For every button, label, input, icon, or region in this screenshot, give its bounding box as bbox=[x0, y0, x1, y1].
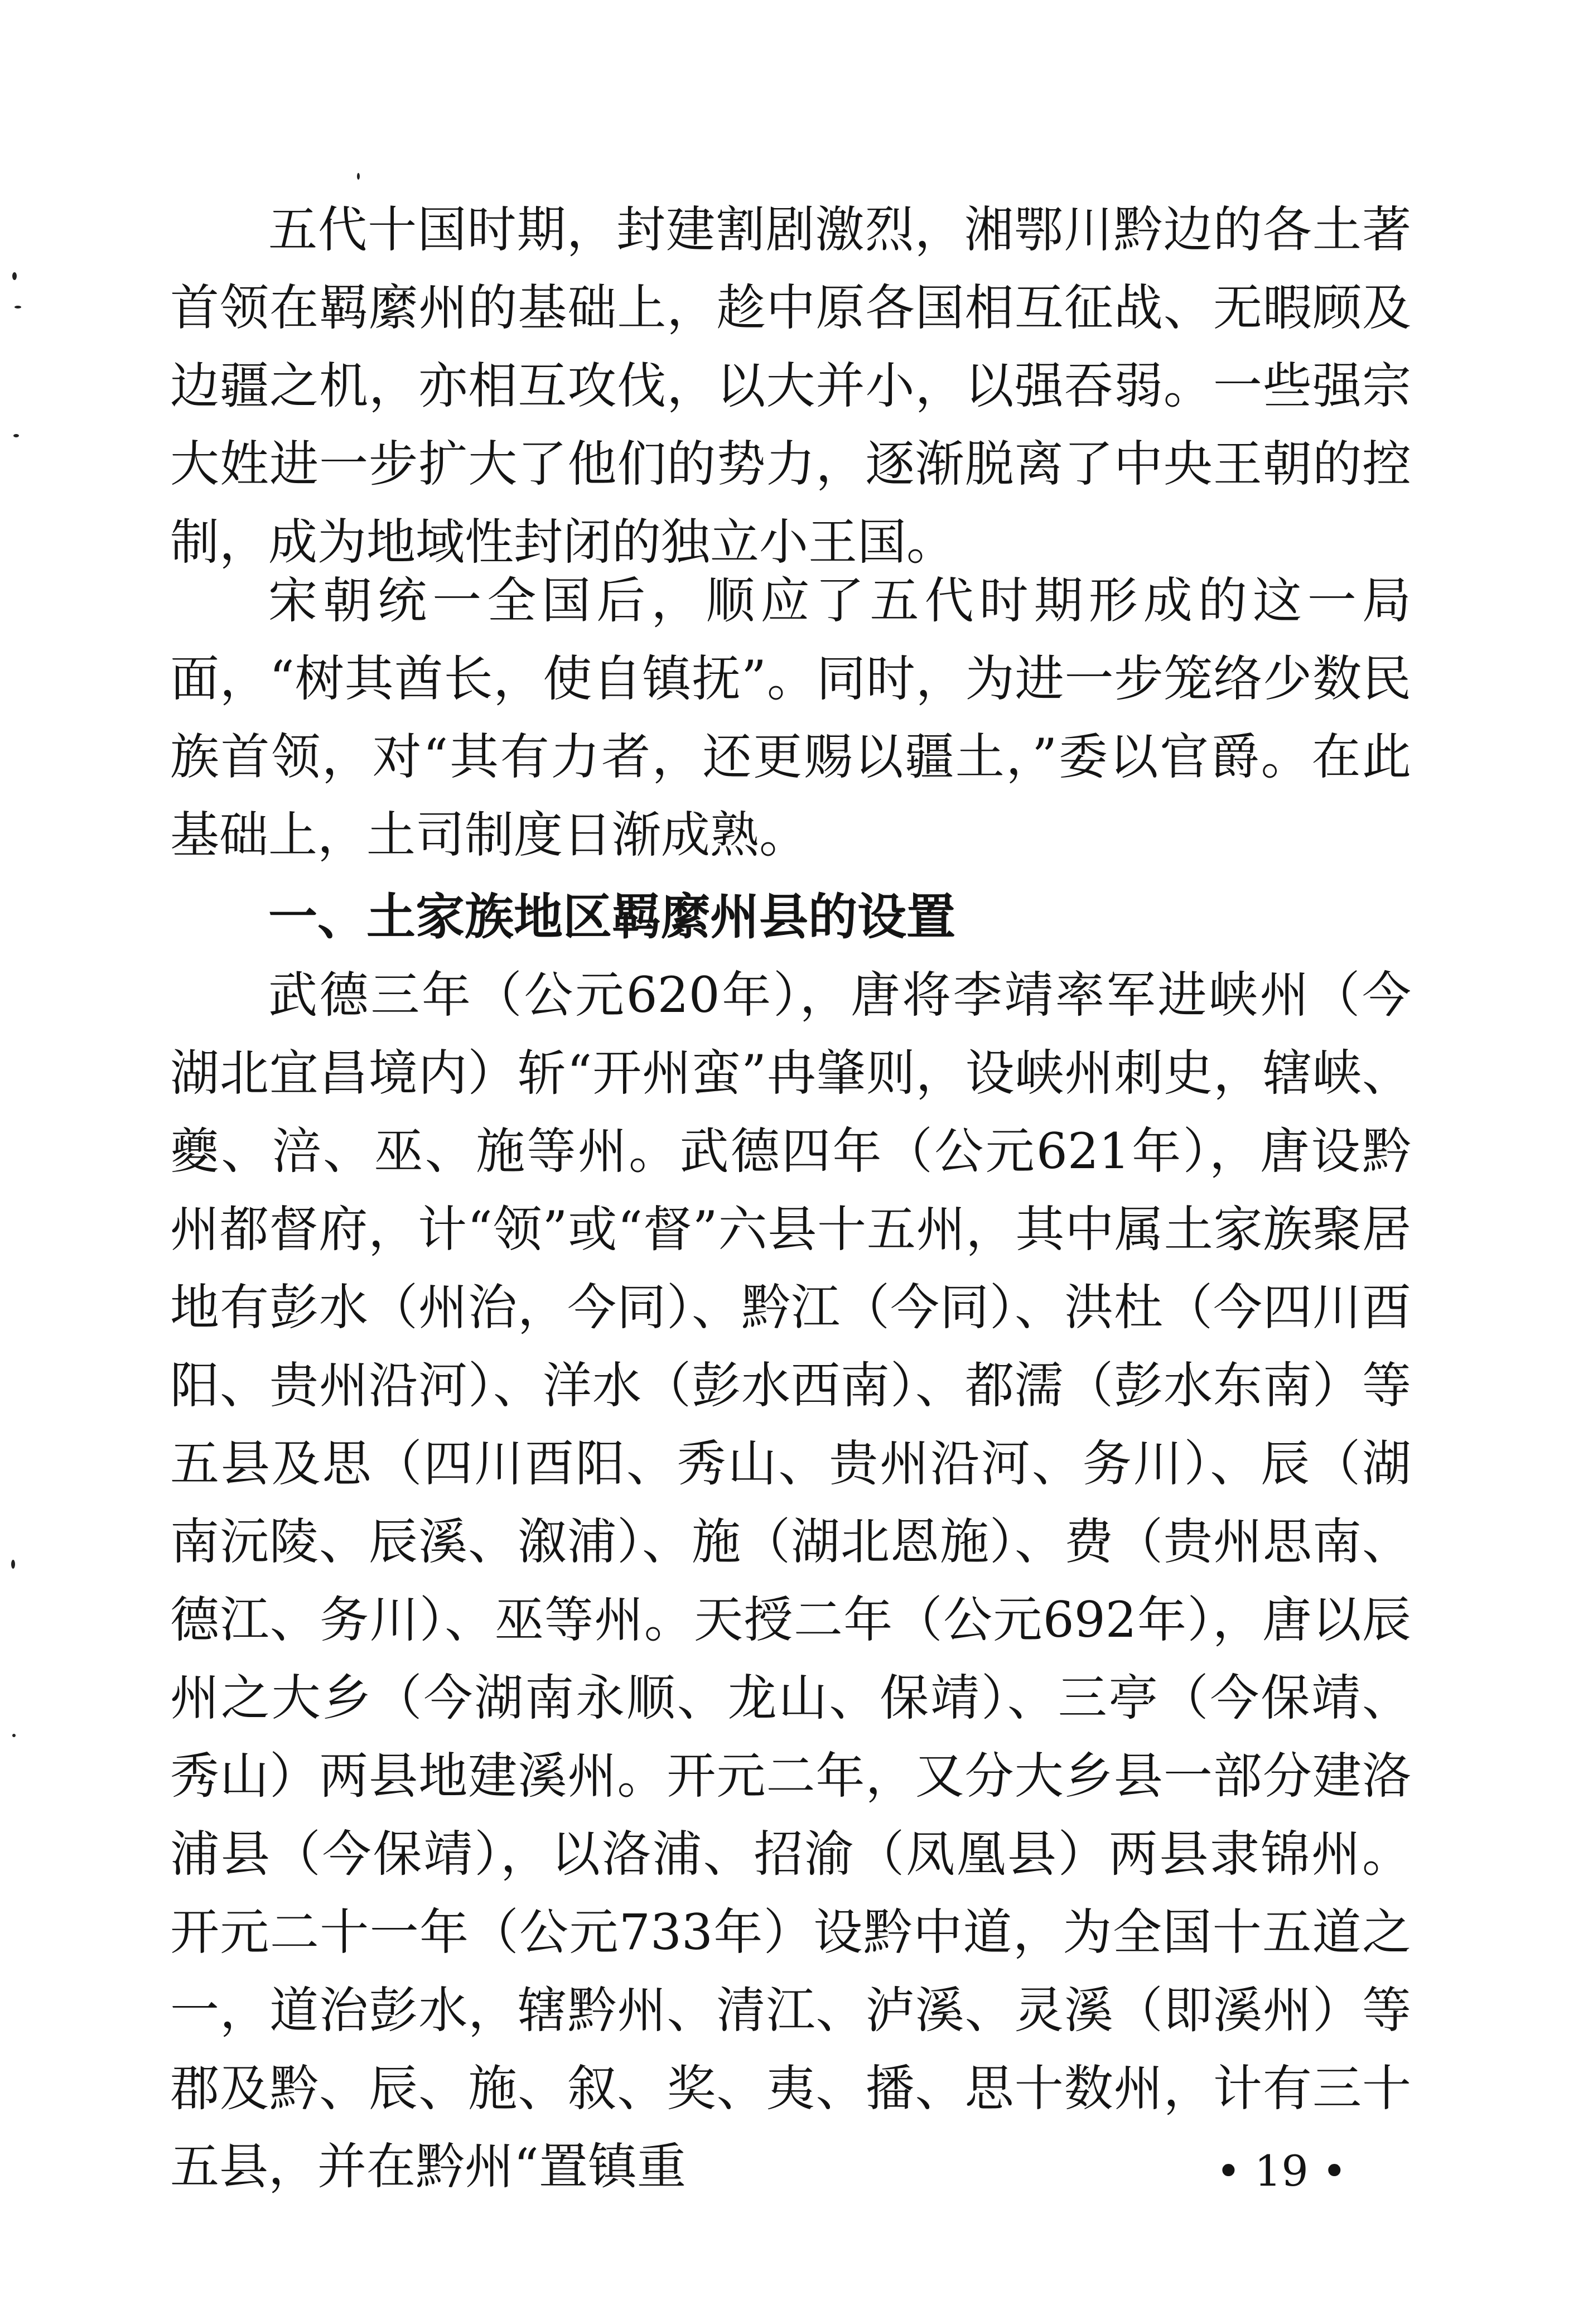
section-heading: 一、土家族地区羁縻州县的设置 bbox=[268, 888, 956, 946]
body-text-block-1 bbox=[170, 191, 1411, 581]
body-text-block-3 bbox=[170, 956, 1411, 2206]
page-number: • 19 • bbox=[1216, 2146, 1347, 2196]
paragraph-2: 宋朝统一全国后，顺应了五代时期形成的这一局面，“树其酋长，使自镇抚”。同时，为进一步笼络少数民族首领，对“其有力者，还更赐以疆土，”委以官爵。在此基础上，土司制度日渐成熟。 bbox=[170, 572, 1411, 864]
paragraph-3: 武德三年（公元620年），唐将李靖率军进峡州（今湖北宜昌境内）斩“开州蛮”冉肇则，设峡州刺史，辖峡、夔、涪、巫、施等州。武德四年（公元621年），唐设黔州都督府，计“领”或“督”六县十五州，其中属土家族聚居地有彭水（州治，今同）、黔江（今同）、洪杜（今四川酉阳、贵州沿河）、洋水（彭水西南）、都濡（彭水东南）等五县及思（四川酉阳、秀山、贵州沿河、务川）、辰（湖南沅陵、辰溪、溆浦）、施（湖北恩施）、费（贵州思南、德江、务川）、巫等州。天授二年（公元692年），唐以辰州之大乡（今湖南永顺、龙山、保靖）、三亭（今保靖、秀山）两县地建溪州。开元二年，又分大乡县一部分建洛浦县（今保靖），以洛浦、招渝（凤凰县）两县隶锦州。开元二十一年（公元733年）设黔中道，为全国十五道之一，道治彭水，辖黔州、清江、泸溪、灵溪（即溪州）等郡及黔、辰、施、叙、奖、夷、播、思十数州，计有三十五县，并在黔州“置镇重 bbox=[170, 966, 1411, 2195]
body-text-block-2 bbox=[170, 562, 1411, 874]
scan-speck bbox=[15, 306, 21, 308]
scan-speck bbox=[13, 434, 19, 437]
scan-speck bbox=[357, 173, 360, 180]
scan-speck bbox=[11, 1560, 15, 1569]
scan-speck bbox=[12, 272, 17, 280]
scan-speck bbox=[12, 1734, 16, 1737]
paragraph-1: 五代十国时期，封建割剧激烈，湘鄂川黔边的各土著首领在羁縻州的基础上，趁中原各国相互征战、无暇顾及边疆之机，亦相互攻伐，以大并小，以强吞弱。一些强宗大姓进一步扩大了他们的势力，逐渐脱离了中央王朝的控制，成为地域性封闭的独立小王国。 bbox=[170, 201, 1411, 571]
